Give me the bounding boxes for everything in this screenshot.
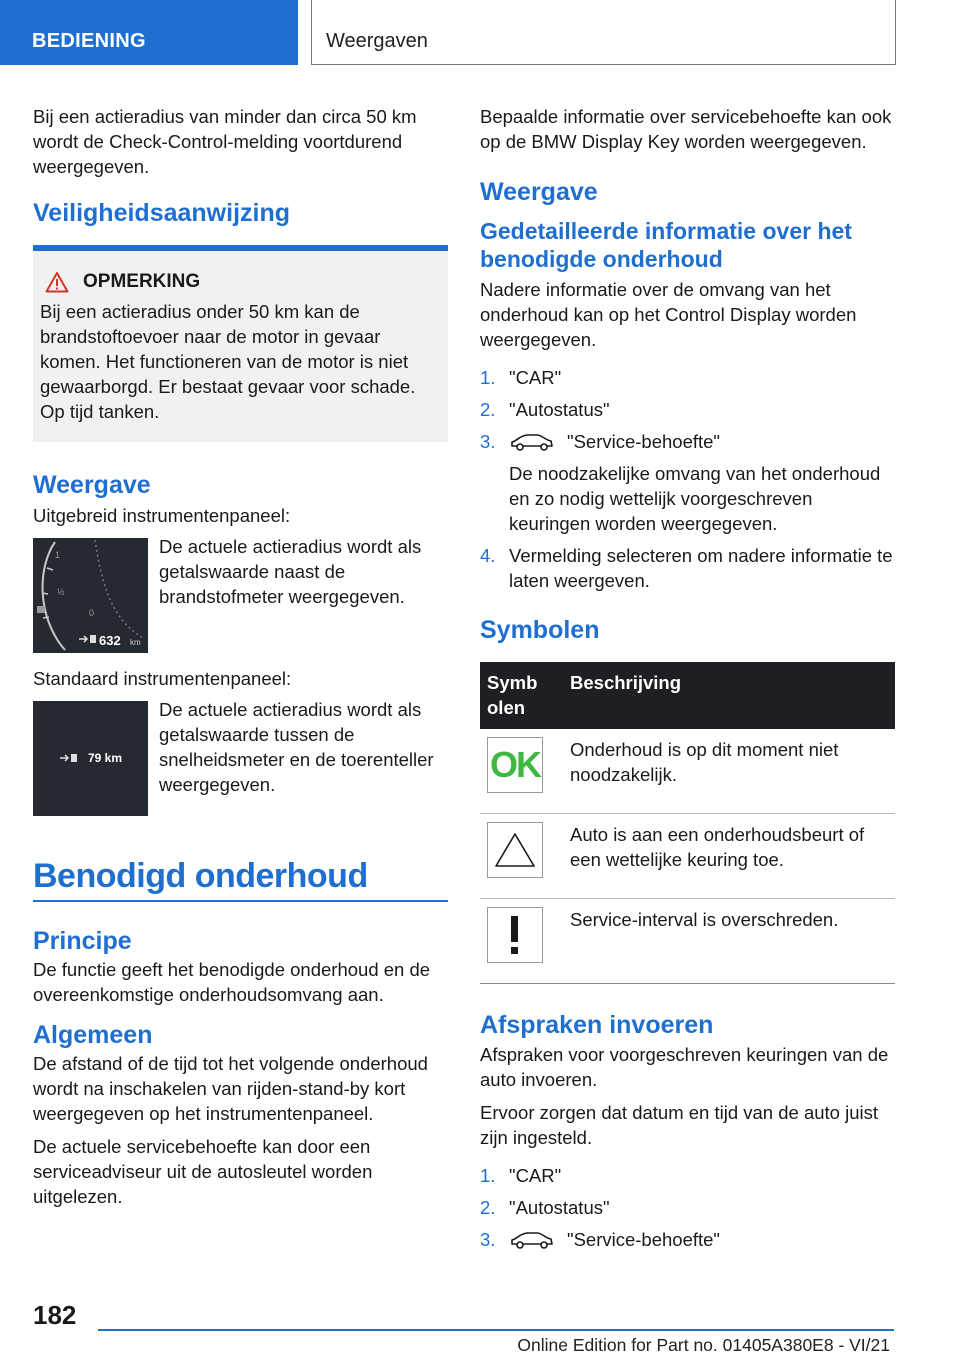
extended-cluster-text: De actuele actieradius wordt als getalswaarde naast de brandstofmeter weergegeven. xyxy=(159,536,422,607)
range-unit: km xyxy=(130,638,141,647)
row-description: Onderhoud is op dit moment niet noodzakelijk. xyxy=(563,729,895,814)
gauge-tick-0: 0 xyxy=(89,608,95,618)
step-subtext: De noodzakelijke omvang van het onderhoud en zo nodig wettelijk voorgeschreven keuringen worden weergegeven. xyxy=(509,463,881,534)
gauge-tick-half: ½ xyxy=(57,587,65,597)
appointment-steps xyxy=(480,1163,895,1252)
extended-cluster-label: Uitgebreid instrumentenpaneel: xyxy=(33,505,291,526)
edition-text: Online Edition for Part no. 01405A380E8 - VI/21 xyxy=(517,1335,890,1355)
warning-note xyxy=(33,245,448,442)
display-heading-right: Weergave xyxy=(480,178,598,206)
standard-cluster-label: Standaard instrumentenpaneel: xyxy=(33,668,292,689)
detail-heading: Gedetailleerde informatie over het benodigde onderhoud xyxy=(480,218,852,272)
range-arrow-icon xyxy=(79,636,87,642)
footer-rule xyxy=(98,1329,894,1331)
triangle-icon xyxy=(487,822,543,878)
extended-cluster-row xyxy=(33,538,448,653)
maintenance-heading: Benodigd onderhoud xyxy=(33,857,368,895)
exclamation-icon xyxy=(487,907,543,963)
appointments-heading: Afspraken invoeren xyxy=(480,1011,714,1039)
standard-cluster-text: De actuele actieradius wordt als getalswaarde tussen de snelheidsmeter en de toerenteller weergegeven. xyxy=(159,699,434,795)
list-item: 3. "Service-behoefte" xyxy=(480,1229,720,1250)
general-text-2: De actuele servicebehoefte kan door een serviceadviseur uit de autosleutel worden uitgelezen. xyxy=(33,1136,373,1207)
general-heading: Algemeen xyxy=(33,1021,153,1049)
range-value: 632 xyxy=(99,633,121,648)
fuel-pump-icon xyxy=(90,635,96,643)
standard-cluster-row xyxy=(33,701,448,816)
symbols-table xyxy=(480,662,895,984)
note-title: OPMERKING xyxy=(83,271,201,292)
table-row xyxy=(480,729,895,814)
range-arrow-icon-small xyxy=(60,755,68,761)
step-text: "Service-behoefte" xyxy=(567,1229,720,1250)
symbols-heading: Symbolen xyxy=(480,616,600,644)
list-item: 3. "Service-behoefte" De noodzakelijke omvang van het onderhoud en zo nodig wettelijk voorgeschreven keuringen worden weergegeven. xyxy=(480,429,895,536)
step-text: "CAR" xyxy=(509,367,562,388)
safety-heading: Veiligheidsaanwijzing xyxy=(33,199,291,227)
car-icon xyxy=(509,432,555,452)
standard-cluster-image xyxy=(33,701,148,816)
principle-heading: Principe xyxy=(33,927,132,955)
range-intro: Bij een actieradius van minder dan circa 50 km wordt de Check-Control-melding voortdurend weergegeven. xyxy=(33,106,417,177)
ok-symbol: OK xyxy=(487,737,543,793)
car-icon xyxy=(509,1230,555,1250)
display-key-intro: Bepaalde informatie over servicebehoefte kan ook op de BMW Display Key worden weergegeven. xyxy=(480,106,892,152)
table-row xyxy=(480,899,895,984)
chapter-title: Weergaven xyxy=(326,30,428,52)
appointments-text-2: Ervoor zorgen dat datum en tijd van de auto juist zijn ingesteld. xyxy=(480,1102,878,1148)
page-number: 182 xyxy=(33,1300,77,1330)
note-header xyxy=(40,271,440,293)
extended-cluster-image xyxy=(33,538,148,653)
principle-text: De functie geeft het benodigde onderhoud en de overeenkomstige onderhoudsomvang aan. xyxy=(33,959,431,1005)
detail-steps xyxy=(480,365,895,593)
row-description: Service-interval is overschreden. xyxy=(563,899,895,984)
list-item: 2. "Autostatus" xyxy=(480,399,610,420)
step-text: "Service-behoefte" xyxy=(567,431,720,452)
section-tab xyxy=(0,0,298,65)
appointments-text-1: Afspraken voor voorgeschreven keuringen van de auto invoeren. xyxy=(480,1044,889,1090)
warning-triangle-icon xyxy=(45,271,69,293)
section-title: BEDIENING xyxy=(32,30,146,52)
table-header-description: Beschrijving xyxy=(563,662,895,729)
row-description: Auto is aan een onderhoudsbeurt of een wettelijke keuring toe. xyxy=(563,814,895,899)
detail-text: Nadere informatie over de omvang van het onderhoud kan op het Control Display worden weergegeven. xyxy=(480,279,857,350)
list-item: 1. "CAR" xyxy=(480,367,562,388)
list-item: 1. "CAR" xyxy=(480,1165,562,1186)
heading-rule xyxy=(33,900,448,902)
note-text: Bij een actieradius onder 50 km kan de brandstoftoevoer naar de motor in gevaar komen. Het functioneren van de motor is niet gewaarborgd. Er bestaat gevaar voor schade. Op tijd tanken. xyxy=(40,301,416,422)
range-display-graphic xyxy=(33,701,148,816)
table-row xyxy=(480,814,895,899)
display-heading-left: Weergave xyxy=(33,471,151,499)
gauge-tick-1: 1 xyxy=(55,550,61,560)
table-header-symbol: Symbolen xyxy=(480,662,563,729)
right-column xyxy=(480,104,895,1259)
fuel-gauge-graphic xyxy=(33,538,148,653)
step-text: "Autostatus" xyxy=(509,399,610,420)
list-item: 2. "Autostatus" xyxy=(480,1197,610,1218)
left-column xyxy=(33,104,448,1209)
step-text: Vermelding selecteren om nadere informatie te laten weergeven. xyxy=(509,545,893,591)
standard-range-text: 79 km xyxy=(88,751,123,765)
list-item: 4. Vermelding selecteren om nadere informatie te laten weergeven. xyxy=(480,543,895,593)
step-text: "Autostatus" xyxy=(509,1197,610,1218)
fuel-pump-icon-small xyxy=(71,754,77,762)
chapter-tab xyxy=(311,0,896,65)
step-text: "CAR" xyxy=(509,1165,562,1186)
general-text-1: De afstand of de tijd tot het volgende onderhoud wordt na inschakelen van rijden-stand-by kort weergegeven op het instrumentenpaneel. xyxy=(33,1053,428,1124)
table-header-row xyxy=(480,662,895,729)
